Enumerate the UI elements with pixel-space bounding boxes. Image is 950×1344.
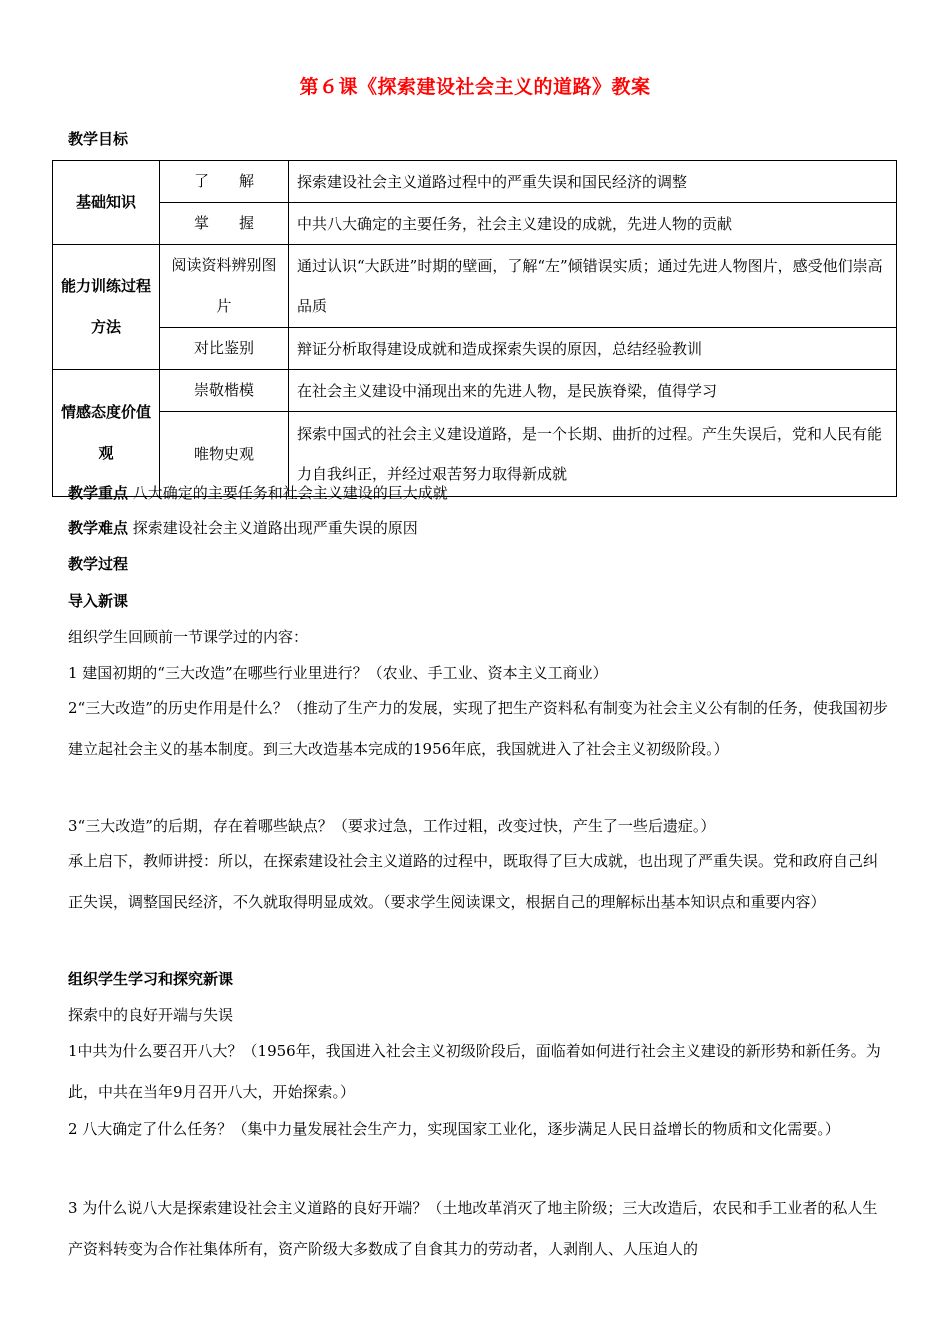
- desc-yuedu: 通过认识“大跃进”时期的壁画，了解“左”倾错误实质；通过先进人物图片，感受他们崇高品质: [289, 245, 897, 328]
- difficult-point-text: 探索建设社会主义道路出现严重失误的原因: [132, 519, 418, 537]
- desc-duibi: 辩证分析取得建设成就和造成探索失误的原因，总结经验教训: [289, 328, 897, 370]
- desc-weiwu: 探索中国式的社会主义建设道路，是一个长期、曲折的过程。产生失误后，党和人民有能力自我纠正，并经过艰苦努力取得新成就: [289, 412, 897, 497]
- page-title: 第６课《探索建设社会主义的道路》教案: [299, 76, 651, 98]
- desc-liaojie: 探索建设社会主义道路过程中的严重失误和国民经济的调整: [289, 161, 897, 203]
- sub-liaojie: 了 解: [160, 161, 289, 203]
- intro-question-2: 2“三大改造”的历史作用是什么？（推动了生产力的发展，实现了把生产资料私有制变为社会主义公有制的任务，使我国初步建立起社会主义的基本制度。到三大改造基本完成的1956年底，我国就进入了社会主义初级阶段。）: [68, 699, 888, 758]
- sub-zhangwo: 掌 握: [160, 203, 289, 245]
- table-row: [53, 245, 897, 328]
- difficult-point-label: 教学难点: [68, 519, 129, 537]
- goals-table: [52, 160, 897, 497]
- intro-question-1: 1 建国初期的“三大改造”在哪些行业里进行？（农业、手工业、资本主义工商业）: [68, 664, 608, 682]
- goals-heading: 教学目标: [68, 130, 129, 148]
- transition-paragraph: 承上启下，教师讲授：所以，在探索建设社会主义道路的过程中，既取得了巨大成就，也出现了严重失误。党和政府自己纠正失误，调整国民经济，不久就取得明显成效。（要求学生阅读课文，根据自己的理解标出基本知识点和重要内容）: [68, 852, 879, 911]
- intro-question-3: 3“三大改造”的后期，存在着哪些缺点？（要求过急，工作过粗，改变过快，产生了一些后遗症。）: [68, 817, 716, 835]
- table-row: [53, 203, 897, 245]
- new-lesson-heading: 组织学生学习和探究新课: [68, 970, 234, 988]
- process-heading: 教学过程: [68, 555, 129, 573]
- sub-weiwu: 唯物史观: [160, 412, 289, 497]
- intro-heading: 导入新课: [68, 592, 129, 610]
- category-jichu: 基础知识: [53, 161, 160, 245]
- sub-yuedu: 阅读资料辨别图片: [160, 245, 289, 328]
- sub-chongjing: 崇敬楷模: [160, 370, 289, 412]
- key-point-label: 教学重点: [68, 484, 129, 502]
- difficult-point: [68, 518, 418, 538]
- key-point: [68, 483, 448, 503]
- intro-lead: 组织学生回顾前一节课学过的内容：: [68, 628, 309, 646]
- new-question-3: 3 为什么说八大是探索建设社会主义道路的良好开端？（土地改革消灭了地主阶级；三大改造后，农民和手工业者的私人生产资料转变为合作社集体所有，资产阶级大多数成了自食其力的劳动者，人剥削人、人压迫人的: [68, 1199, 878, 1258]
- desc-zhangwo: 中共八大确定的主要任务，社会主义建设的成就，先进人物的贡献: [289, 203, 897, 245]
- desc-chongjing: 在社会主义建设中涌现出来的先进人物，是民族脊梁，值得学习: [289, 370, 897, 412]
- table-row: [53, 328, 897, 370]
- category-nengli: 能力训练过程方法: [53, 245, 160, 370]
- key-point-text: 八大确定的主要任务和社会主义建设的巨大成就: [132, 484, 448, 502]
- sub-duibi: 对比鉴别: [160, 328, 289, 370]
- table-row: [53, 370, 897, 412]
- new-question-1: 1中共为什么要召开八大？（1956年，我国进入社会主义初级阶段后，面临着如何进行社会主义建设的新形势和新任务。为此，中共在当年9月召开八大，开始探索。）: [68, 1042, 881, 1101]
- table-row: [53, 161, 897, 203]
- new-question-2: 2 八大确定了什么任务？（集中力量发展社会生产力，实现国家工业化，逐步满足人民日益增长的物质和文化需要。）: [68, 1120, 840, 1138]
- category-qinggan: 情感态度价值观: [53, 370, 160, 497]
- section-title: 探索中的良好开端与失误: [68, 1006, 234, 1024]
